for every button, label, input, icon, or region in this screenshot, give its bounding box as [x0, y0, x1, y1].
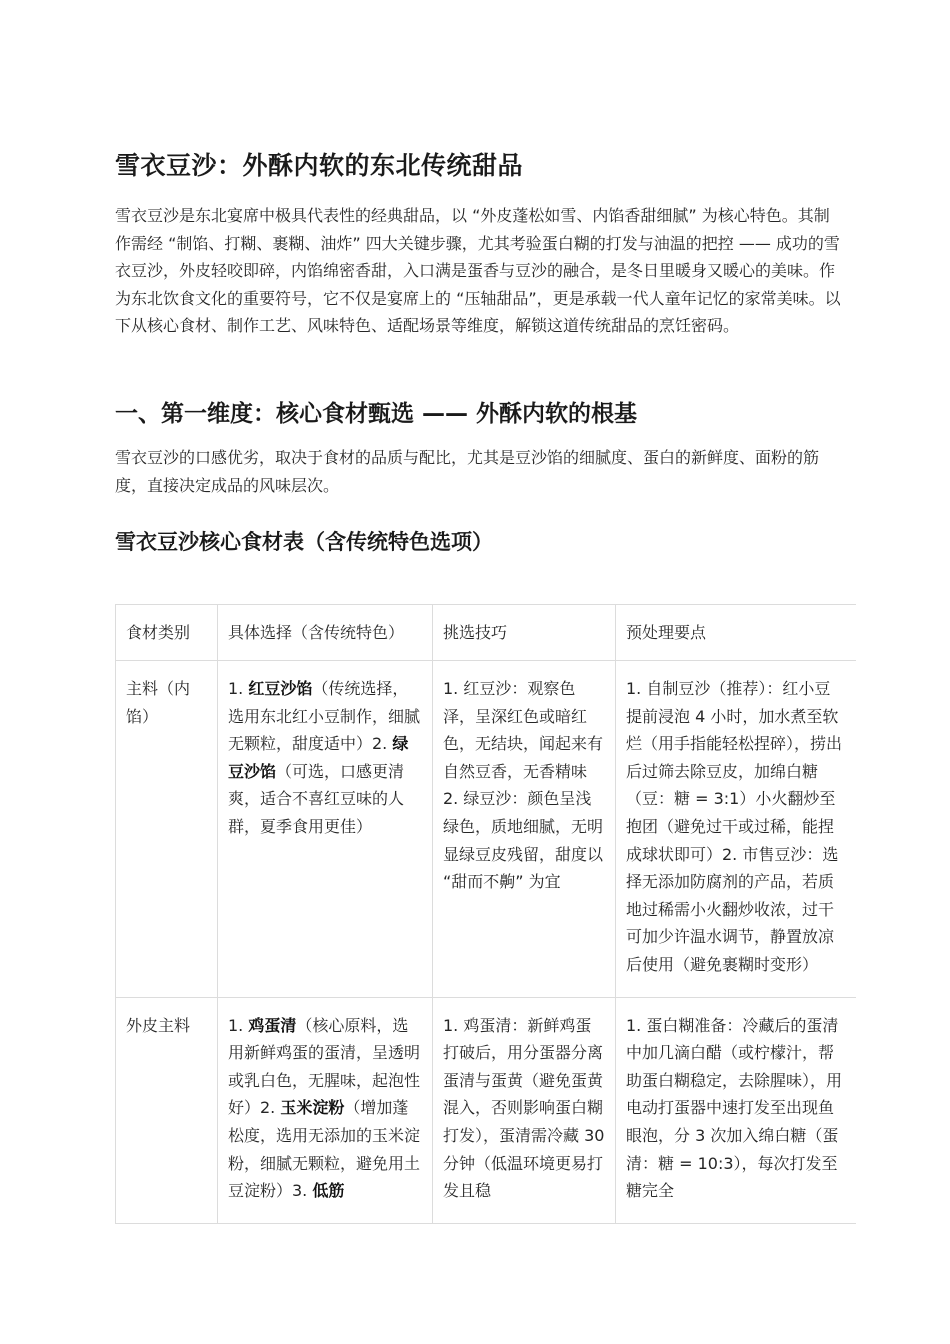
header-choice: 具体选择（含传统特色）: [218, 605, 433, 661]
table-row: [116, 661, 857, 998]
table-header-row: [116, 605, 857, 661]
cell-category: 外皮主料: [116, 997, 218, 1223]
section-1-heading: 一、第一维度：核心食材甄选 —— 外酥内软的根基: [115, 401, 638, 427]
header-tips: 挑选技巧: [433, 605, 616, 661]
cell-prep: 1. 蛋白糊准备：冷藏后的蛋清中加几滴白醋（或柠檬汁，帮助蛋白糊稳定，去除腥味），用电动打蛋器中速打发至出现鱼眼泡，分 3 次加入绵白糖（蛋清：糖 = 10:3），每次打发至糖完全: [616, 997, 857, 1223]
section-1-body: 雪衣豆沙的口感优劣，取决于食材的品质与配比，尤其是豆沙馅的细腻度、蛋白的新鲜度、面粉的筋度，直接决定成品的风味层次。: [115, 448, 820, 495]
cell-choice: 1. 红豆沙馅（传统选择，选用东北红小豆制作，细腻无颗粒，甜度适中）2. 绿豆沙馅（可选，口感更清爽，适合不喜红豆味的人群，夏季食用更佳）: [218, 661, 433, 998]
ingredients-table-wrapper: [115, 604, 856, 1228]
header-category: 食材类别: [116, 605, 218, 661]
intro-paragraph: 雪衣豆沙是东北宴席中极具代表性的经典甜品，以 “外皮蓬松如雪、内馅香甜细腻” 为核心特色。其制作需经 “制馅、打糊、裹糊、油炸” 四大关键步骤，尤其考验蛋白糊的打发与油温的把控 —— 成功的雪衣豆沙，外皮轻咬即碎，内馅绵密香甜，入口满是蛋香与豆沙的融合，是冬日里暖身又暖心的美味。作为东北饮食文化的重要符号，它不仅是宴席上的 “压轴甜品”，更是承载一代人童年记忆的家常美味。以下从核心食材、制作工艺、风味特色、适配场景等维度，解锁这道传统甜品的烹饪密码。: [115, 206, 841, 336]
cell-tips: 1. 红豆沙：观察色泽，呈深红色或暗红色，无结块，闻起来有自然豆香，无香精味 2. 绿豆沙：颜色呈浅绿色，质地细腻，无明显绿豆皮残留，甜度以 “甜而不齁” 为宜: [433, 661, 616, 998]
table-title: 雪衣豆沙核心食材表（含传统特色选项）: [115, 530, 493, 554]
cell-prep: 1. 自制豆沙（推荐）：红小豆提前浸泡 4 小时，加水煮至软烂（用手指能轻松捏碎），捞出后过筛去除豆皮，加绵白糖（豆：糖 = 3:1）小火翻炒至抱团（避免过干或过稀，能捏成球状即可）2. 市售豆沙：选择无添加防腐剂的产品，若质地过稀需小火翻炒收浓，过干可加少许温水调节，静置放凉后使用（避免裹糊时变形）: [616, 661, 857, 998]
ingredients-table: [115, 604, 856, 1224]
header-prep: 预处理要点: [616, 605, 857, 661]
page-title: 雪衣豆沙：外酥内软的东北传统甜品: [115, 151, 524, 180]
cell-choice: 1. 鸡蛋清（核心原料，选用新鲜鸡蛋的蛋清，呈透明或乳白色，无腥味，起泡性好）2. 玉米淀粉（增加蓬松度，选用无添加的玉米淀粉，细腻无颗粒，避免用土豆淀粉）3. 低筋: [218, 997, 433, 1223]
cell-category: 主料（内馅）: [116, 661, 218, 998]
table-row: [116, 997, 857, 1223]
cell-tips: 1. 鸡蛋清：新鲜鸡蛋打破后，用分蛋器分离蛋清与蛋黄（避免蛋黄混入，否则影响蛋白糊打发），蛋清需冷藏 30 分钟（低温环境更易打发且稳: [433, 997, 616, 1223]
